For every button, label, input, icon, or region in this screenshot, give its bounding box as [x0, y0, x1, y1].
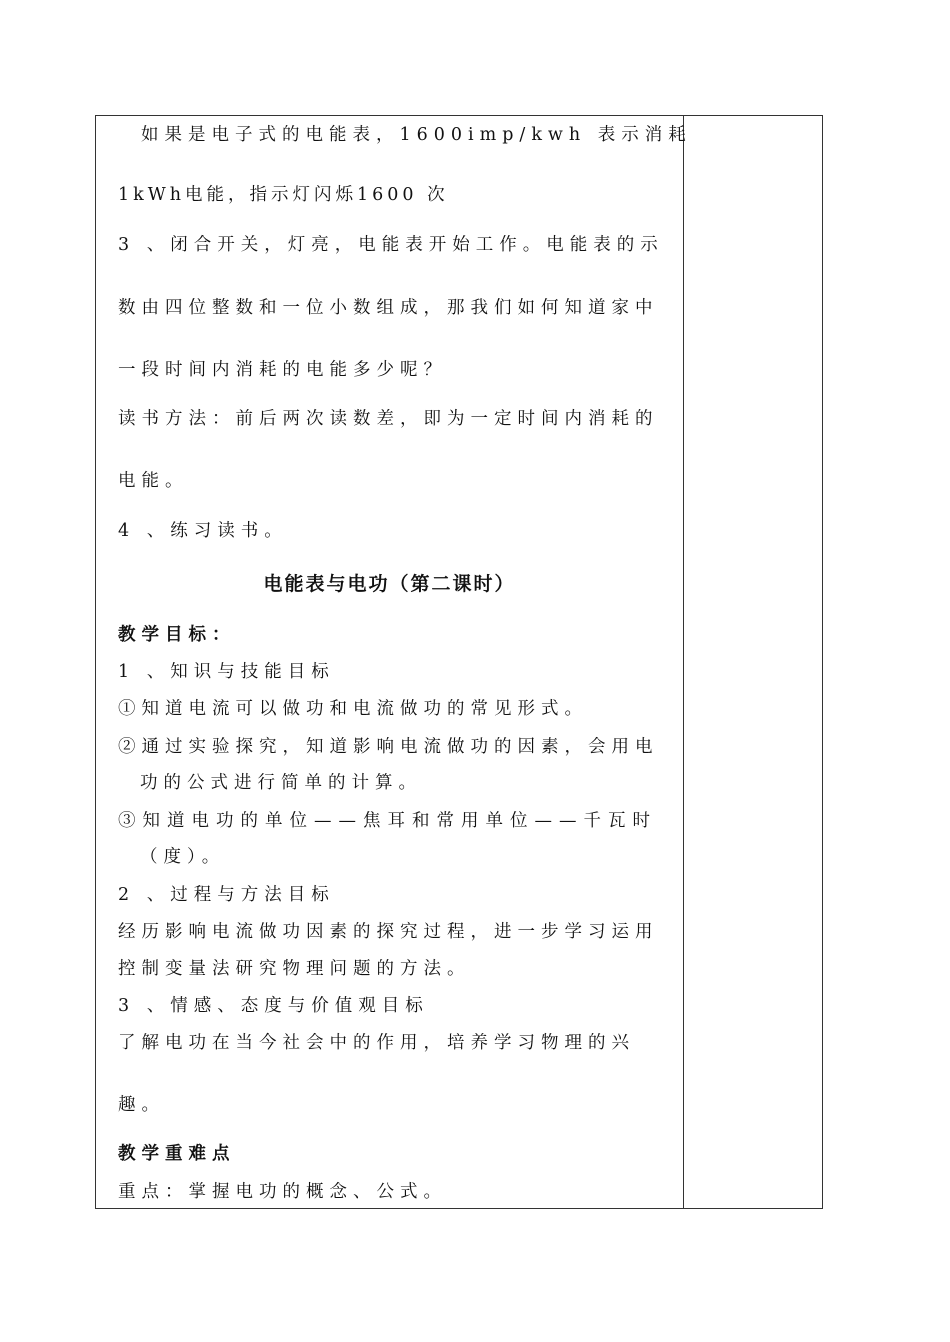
text-line: 经历影响电流做功因素的探究过程，进一步学习运用 — [118, 922, 659, 942]
text-line: ②通过实验探究，知道影响电流做功的因素，会用电 — [118, 737, 659, 757]
text-line: 电能。 — [118, 471, 189, 491]
text-line: 重点：掌握电功的概念、公式。 — [118, 1182, 447, 1202]
lesson-table — [95, 115, 823, 1209]
text-line: 趣。 — [118, 1095, 165, 1115]
text-line: 3 、闭合开关，灯亮，电能表开始工作。电能表的示 — [118, 235, 664, 255]
text-line: 读书方法：前后两次读数差，即为一定时间内消耗的 — [118, 409, 659, 429]
text-line: （度）。 — [140, 847, 226, 867]
text-line: 如果是电子式的电能表，1600imp/kwh 表示消耗 — [141, 125, 692, 145]
text-line: 数由四位整数和一位小数组成，那我们如何知道家中 — [118, 298, 659, 318]
text-line: 控制变量法研究物理问题的方法。 — [118, 959, 471, 979]
key-points-heading: 教学重难点 — [118, 1144, 236, 1164]
text-line: 了解电功在当今社会中的作用，培养学习物理的兴 — [118, 1033, 635, 1053]
text-line: 1kWh电能，指示灯闪烁1600 次 — [118, 185, 449, 205]
text-line: 一段时间内消耗的电能多少呢？ — [118, 360, 447, 380]
goals-heading: 教学目标： — [118, 625, 236, 645]
text-line: 3 、情感、态度与价值观目标 — [118, 996, 429, 1016]
text-line: 1 、知识与技能目标 — [118, 662, 335, 682]
section-title: 电能表与电功（第二课时） — [263, 573, 516, 595]
text-line: 4 、练习读书。 — [118, 521, 288, 541]
text-line: 功的公式进行简单的计算。 — [140, 773, 422, 793]
column-divider — [683, 116, 684, 1208]
text-line: ③知道电功的单位——焦耳和常用单位——千瓦时 — [118, 811, 657, 831]
text-line: 2 、过程与方法目标 — [118, 885, 335, 905]
text-line: ①知道电流可以做功和电流做功的常见形式。 — [118, 699, 588, 719]
